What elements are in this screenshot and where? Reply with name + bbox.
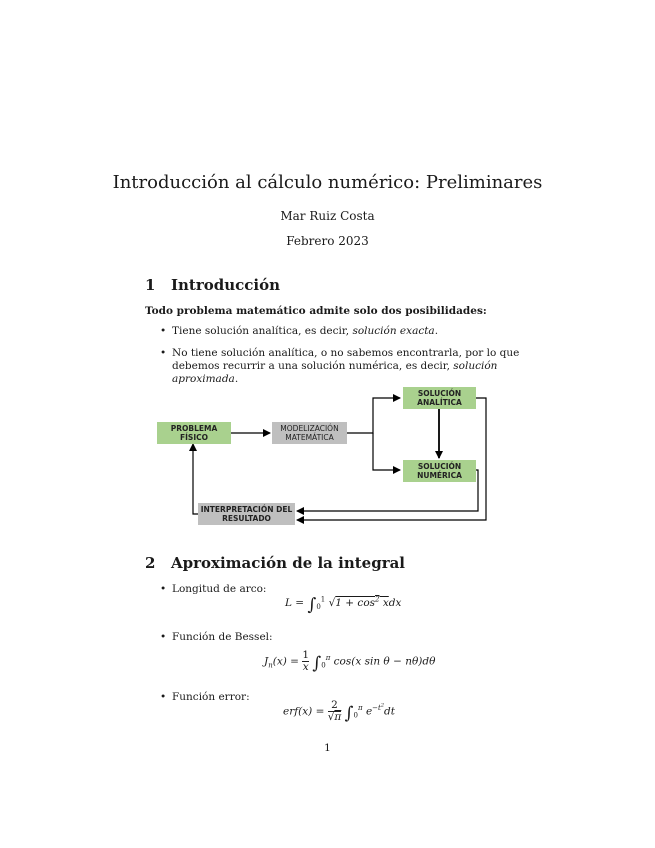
- list-item: [160, 631, 273, 644]
- bullet-end: .: [234, 373, 239, 385]
- bullet-end: .: [434, 325, 439, 337]
- item-label: Función de Bessel:: [172, 631, 273, 643]
- date: Febrero 2023: [286, 234, 369, 248]
- item-label: Longitud de arco:: [172, 583, 267, 595]
- list-item: [160, 583, 267, 596]
- bullet-icon: •: [160, 691, 167, 703]
- box-solucion-numerica: SOLUCIÓN NUMÉRICA: [403, 460, 476, 482]
- bullet-icon: •: [160, 631, 167, 643]
- item-label: Función error:: [172, 691, 250, 703]
- bullet-emphasis: solución aproximada: [172, 360, 498, 385]
- section-title: Introducción: [171, 276, 281, 294]
- arrow-analitica-interpretacion: [297, 398, 486, 520]
- lead-paragraph: Todo problema matemático admite solo dos posibilidades:: [145, 305, 487, 317]
- list-item: [160, 691, 250, 704]
- bullet-emphasis: solución exacta: [352, 325, 435, 337]
- bullet-icon: •: [160, 325, 167, 337]
- bullet-text: No tiene solución analítica, o no sabemos encontrarla, por lo que debemos recurrir a una solución numérica, es decir,: [172, 347, 520, 372]
- section-heading-2: [145, 554, 405, 572]
- bullet-icon: •: [160, 583, 167, 595]
- box-interpretacion: INTERPRETACIÓN DEL RESULTADO: [198, 503, 295, 525]
- bullet-icon: •: [160, 347, 167, 359]
- arrow-to-numerica: [373, 433, 400, 470]
- box-modelizacion: MODELIZACIÓN MATEMÁTICA: [272, 422, 347, 444]
- equation-error-function: erf(x) = $\frac{2}{√\pi}$ $\int_0^\pi$ $e^{-t^2}dt$: [283, 699, 395, 724]
- document-title: Introducción al cálculo numérico: Preliminares: [112, 172, 543, 193]
- equation-bessel: $J_n(x)$ = $\frac{1}{x}$ $\int_0^\pi$ cos(x sin θ − nθ)dθ: [264, 649, 436, 674]
- section-number: 1: [145, 276, 156, 294]
- equation-arc-length: $L = \int_0^1$ $√1 + \cos^2$ xdx: [285, 595, 402, 615]
- arrow-to-analitica: [347, 398, 400, 433]
- box-solucion-analitica: SOLUCIÓN ANALÍTICA: [403, 387, 476, 409]
- page-number: 1: [324, 742, 331, 754]
- bullet-text: Tiene solución analítica, es decir,: [172, 325, 353, 337]
- author: Mar Ruiz Costa: [280, 209, 375, 223]
- box-problema-fisico: PROBLEMA FÍSICO: [157, 422, 231, 444]
- section-title: Aproximación de la integral: [171, 554, 406, 572]
- section-number: 2: [145, 554, 156, 572]
